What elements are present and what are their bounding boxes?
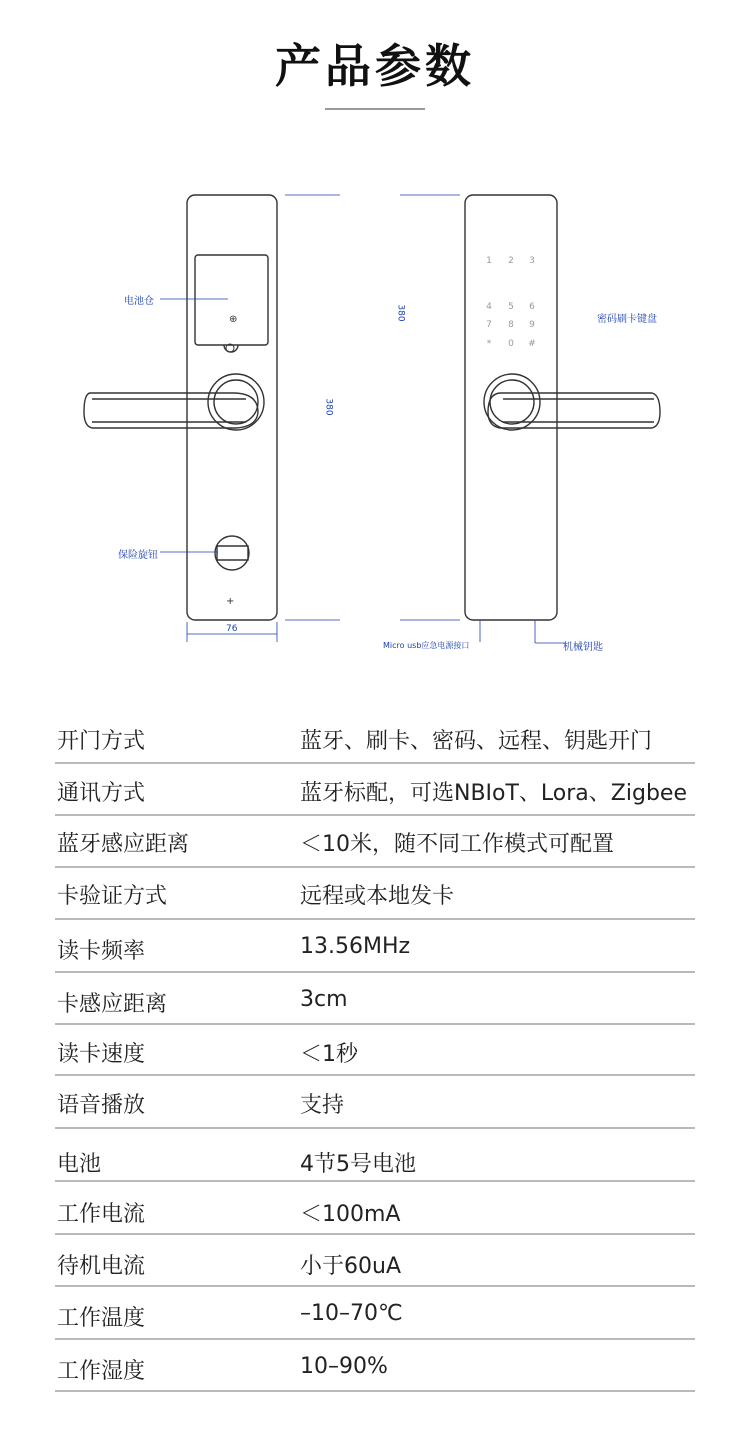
spec-row [55,868,695,920]
keypad-key: 4 [486,302,492,312]
back-rosette-inner [214,380,258,424]
spec-row [55,764,695,816]
spec-row [55,973,695,1025]
battery-compartment-label: 电池仓 [124,296,154,307]
keypad-label: 密码刷卡键盘 [597,314,657,325]
height-dimension-right: 380 [395,304,406,322]
spec-value: –10–70℃ [300,1301,403,1326]
spec-value: ＜1秒 [300,1042,358,1067]
spec-row [55,1235,695,1287]
front-rosette-inner [490,380,534,424]
keypad-key: 9 [529,320,535,330]
spec-row [55,1287,695,1340]
spec-value: ＜10米，随不同工作模式可配置 [300,832,614,857]
svg-text:⊕: ⊕ [229,314,238,325]
spec-row [55,816,695,868]
keypad-key: 0 [508,339,514,349]
keypad-key: 2 [508,256,514,266]
width-dimension: 76 [226,624,238,634]
spec-key: 读卡频率 [57,939,146,964]
spec-value: 蓝牙标配，可选NBIoT、Lora、Zigbee [300,781,687,806]
spec-key: 读卡速度 [57,1042,146,1067]
spec-row [55,1340,695,1392]
front-handle [488,393,660,428]
spec-value: 4节5号电池 [300,1152,416,1177]
safety-knob-label: 保险旋钮 [118,550,158,561]
spec-key: 待机电流 [57,1254,146,1279]
spec-table [55,714,695,1392]
spec-value: 支持 [300,1093,345,1118]
spec-key: 工作湿度 [57,1359,146,1384]
spec-value: ＜100mA [300,1202,401,1227]
safety-knob-outline [215,536,249,570]
keypad-key: 1 [486,256,492,266]
keypad-key: 3 [529,256,535,266]
spec-value: 蓝牙、刷卡、密码、远程、钥匙开门 [300,729,653,754]
spec-key: 通讯方式 [57,781,146,806]
spec-value: 13.56MHz [300,934,411,959]
page-title: 产品参数 [275,39,475,93]
spec-row [55,1129,695,1182]
keypad-key: 8 [508,320,514,330]
keypad-key: 6 [529,302,535,312]
spec-key: 工作电流 [57,1202,146,1227]
micro-usb-label: Micro usb应急电源接口 [383,641,470,650]
mechanical-key-label: 机械钥匙 [563,642,603,653]
spec-row [55,1182,695,1235]
keypad-key: # [528,339,536,349]
spec-row [55,920,695,973]
spec-key: 开门方式 [57,729,146,754]
spec-value: 远程或本地发卡 [300,884,455,909]
spec-key: 卡验证方式 [57,884,168,909]
spec-value: 小于60uA [300,1254,401,1279]
drawing-lines [0,180,750,660]
spec-key: 卡感应距离 [57,992,168,1017]
lock-technical-drawing [0,180,750,660]
back-handle [84,393,258,428]
spec-row [55,714,695,764]
svg-text:+: + [226,596,235,607]
spec-key: 语音播放 [57,1093,146,1118]
height-dimension-left: 380 [323,398,334,416]
title-underline [325,108,425,110]
spec-value: 3cm [300,987,348,1012]
spec-value: 10–90% [300,1354,388,1379]
keypad-key: * [486,339,492,349]
battery-cover [195,255,268,345]
spec-row [55,1076,695,1129]
spec-key: 工作温度 [57,1306,146,1331]
keypad-key: 7 [486,320,492,330]
spec-key: 电池 [57,1152,102,1177]
keypad-key: 5 [508,302,514,312]
spec-key: 蓝牙感应距离 [57,832,190,857]
spec-row [55,1025,695,1076]
